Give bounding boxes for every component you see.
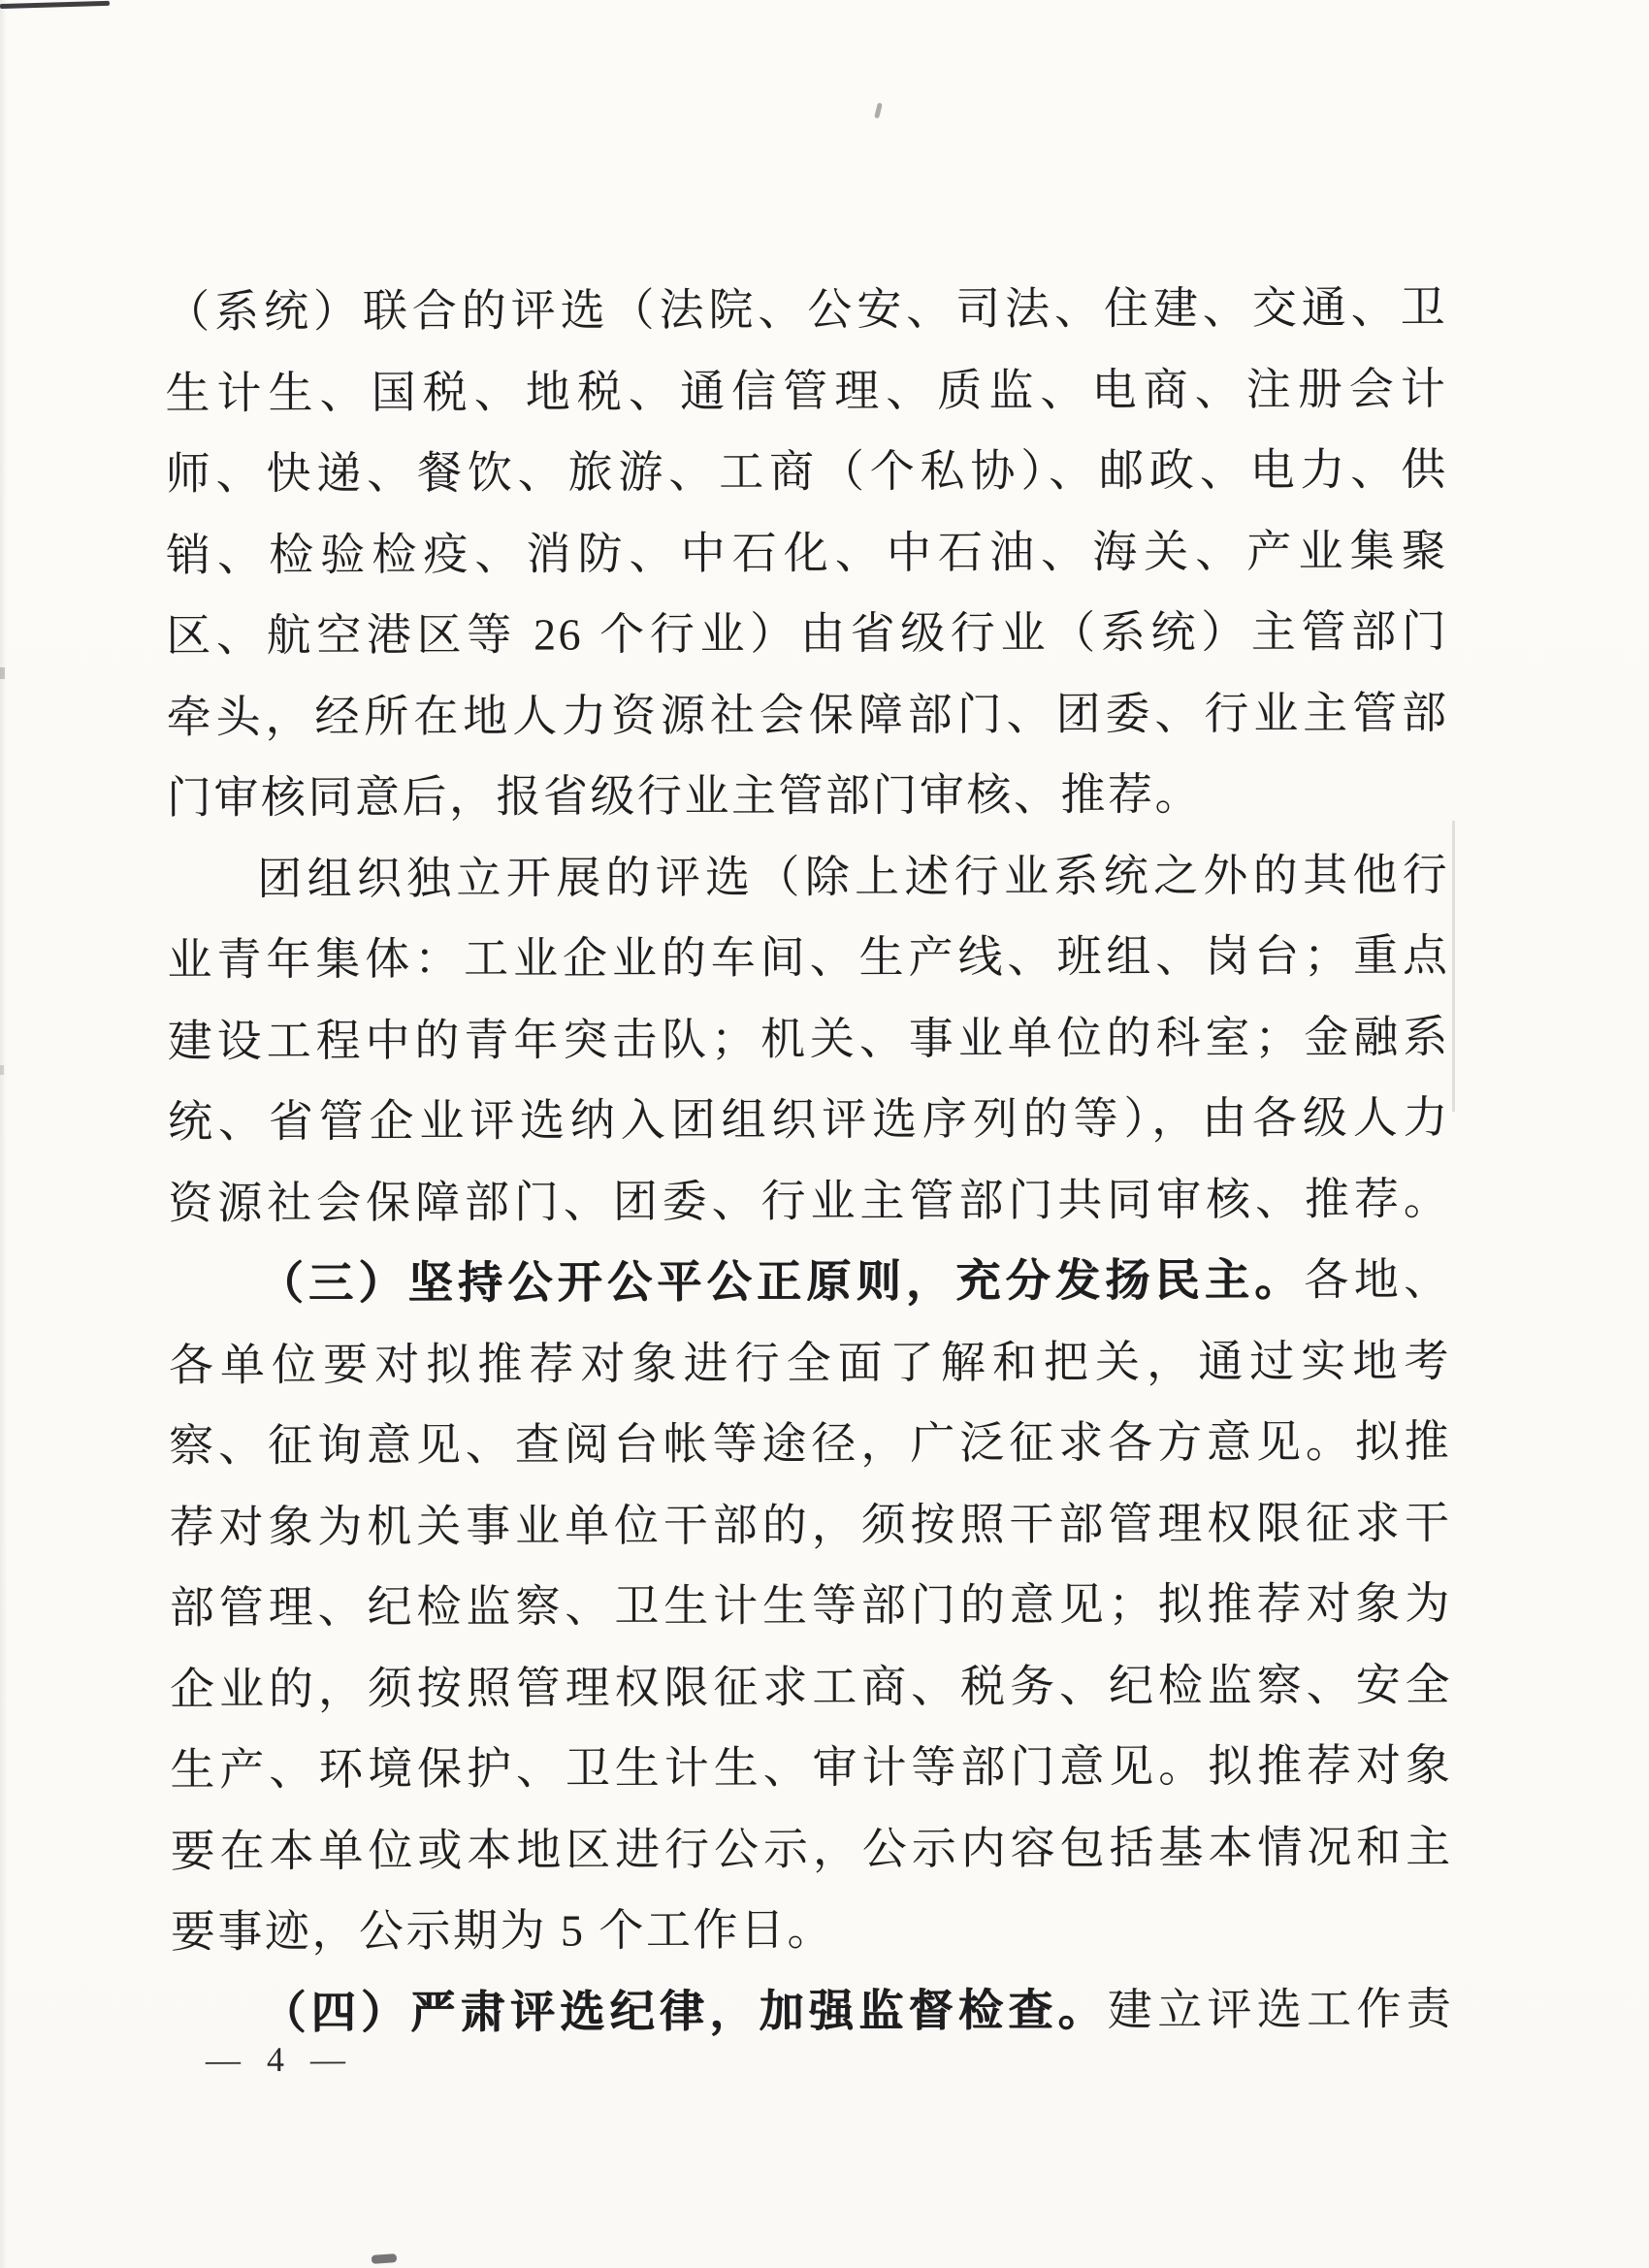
- text-segment: 要在本单位或本地区进行公示，公示内容包括基本情况和主: [170, 1821, 1453, 1876]
- text-segment: 生计生、国税、地税、通信管理、质监、电商、注册会计: [165, 363, 1448, 418]
- text-line: [168, 996, 1450, 1082]
- text-line: [170, 1644, 1452, 1730]
- text-line: [166, 510, 1448, 596]
- text-segment: 企业的，须按照管理权限征求工商、税务、纪检监察、安全: [170, 1659, 1453, 1714]
- text-line: [166, 591, 1448, 676]
- page-number: — 4 —: [205, 2039, 355, 2080]
- text-line: [169, 1320, 1451, 1406]
- text-segment: 资源社会保障部门、团委、行业主管部门共同审核、推荐。: [168, 1173, 1451, 1228]
- scan-artifact-top-line: [0, 1, 110, 9]
- text-segment-bold: （三）坚持公开公平公正原则，充分发扬民主。: [258, 1254, 1305, 1309]
- text-line: [168, 1239, 1450, 1324]
- text-segment: （系统）联合的评选（法院、公安、司法、住建、交通、卫: [165, 282, 1448, 337]
- text-segment: 建立评选工作责: [1107, 1983, 1454, 2035]
- text-segment: 团组织独立开展的评选（除上述行业系统之外的其他行: [257, 849, 1450, 904]
- text-line: [171, 1806, 1453, 1892]
- text-line: [168, 1077, 1450, 1162]
- text-segment: 牵头，经所在地人力资源社会保障部门、团委、行业主管部: [166, 687, 1449, 742]
- text-segment: 各地、: [1304, 1254, 1451, 1305]
- document-text-block: [165, 267, 1453, 2054]
- text-segment: 要事迹，公示期为 5 个工作日。: [170, 1904, 835, 1957]
- text-line: [167, 915, 1449, 1000]
- text-segment: 生产、环境保护、卫生计生、审计等部门意见。拟推荐对象: [170, 1740, 1453, 1795]
- text-line: [170, 1725, 1452, 1810]
- scan-artifact-bottom-smudge: [372, 2253, 398, 2264]
- scan-artifact-right-streak: [1452, 821, 1455, 1112]
- scan-artifact-left-tick: [0, 1065, 4, 1075]
- text-segment: 部管理、纪检监察、卫生计生等部门的意见；拟推荐对象为: [169, 1578, 1452, 1633]
- text-line: [165, 267, 1447, 352]
- text-line: [165, 348, 1447, 434]
- text-segment: 各单位要对拟推荐对象进行全面了解和把关，通过实地考: [168, 1335, 1452, 1390]
- scan-edge-shadow: [0, 0, 7, 2268]
- text-line: [168, 1158, 1450, 1244]
- text-line: [167, 753, 1449, 838]
- text-segment-bold: （四）严肃评选纪律，加强监督检查。: [261, 1985, 1108, 2038]
- text-segment: 师、快递、餐饮、旅游、工商（个私协）、邮政、电力、供: [165, 444, 1448, 499]
- text-segment: 察、征询意见、查阅台帐等途径，广泛征求各方意见。拟推: [169, 1416, 1452, 1471]
- text-segment: 荐对象为机关事业单位干部的，须按照干部管理权限征求干: [169, 1497, 1452, 1552]
- text-line: [167, 834, 1449, 920]
- text-line: [169, 1401, 1451, 1486]
- text-segment: 区、航空港区等 26 个行业）由省级行业（系统）主管部门: [166, 606, 1449, 661]
- text-line: [166, 429, 1448, 514]
- text-segment: 建设工程中的青年突击队；机关、事业单位的科室；金融系: [167, 1011, 1450, 1066]
- scan-artifact-left-tick: [0, 667, 5, 679]
- text-segment: 门审核同意后，报省级行业主管部门审核、推荐。: [166, 769, 1202, 823]
- text-segment: 销、检验检疫、消防、中石化、中石油、海关、产业集聚: [165, 525, 1449, 580]
- text-line: [170, 1563, 1452, 1648]
- text-line: [171, 1968, 1453, 2054]
- text-line: [171, 1887, 1453, 1972]
- text-segment: 统、省管企业评选纳入团组织评选序列的等），由各级人力: [167, 1092, 1451, 1147]
- scan-artifact-speck: [874, 103, 883, 119]
- text-segment: 业青年集体：工业企业的车间、生产线、班组、岗台；重点: [167, 930, 1450, 985]
- text-line: [166, 672, 1448, 758]
- text-line: [169, 1482, 1451, 1568]
